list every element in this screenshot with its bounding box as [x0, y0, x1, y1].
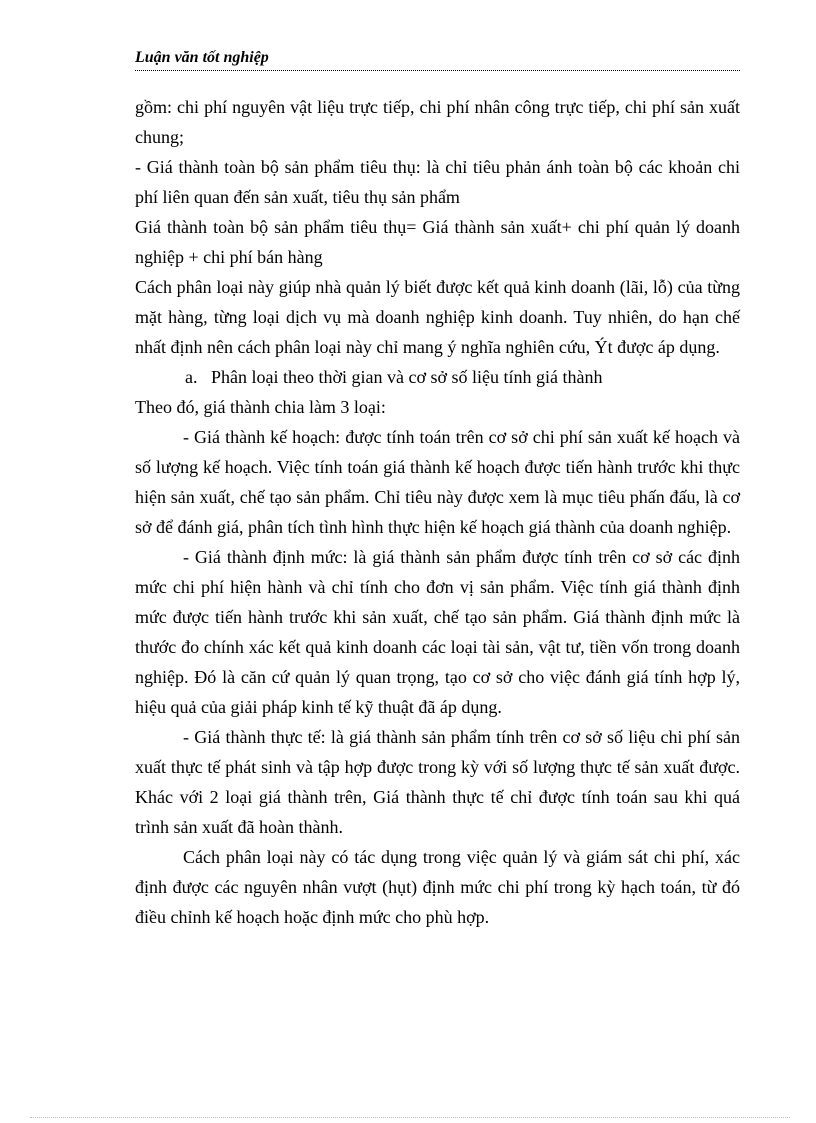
paragraph: Cách phân loại này giúp nhà quản lý biết được kết quả kinh doanh (lãi, lỗ) của từng mặt hàng, từng loại dịch vụ mà doanh nghiệp kinh doanh. Tuy nhiên, do hạn chế nhất định nên cách phân loại này chỉ mang ý nghĩa nghiên cứu, Ýt được áp dụng. — [135, 277, 740, 357]
document-body — [135, 92, 740, 932]
section-heading — [135, 362, 740, 392]
paragraph: - Giá thành thực tế: là giá thành sản phẩm tính trên cơ sở số liệu chi phí sản xuất thực tế phát sinh và tập hợp được trong kỳ với số lượng thực tế sản xuất được. Khác với 2 loại giá thành trên, Giá thành thực tế chỉ được tính toán sau khi quá trình sản xuất đã hoàn thành. — [135, 727, 740, 837]
page-bottom-divider — [30, 1117, 790, 1118]
paragraph: - Giá thành toàn bộ sản phẩm tiêu thụ: là chỉ tiêu phản ánh toàn bộ các khoản chi phí liên quan đến sản xuất, tiêu thụ sản phẩm — [135, 157, 740, 207]
paragraph: Cách phân loại này có tác dụng trong việc quản lý và giám sát chi phí, xác định được các nguyên nhân vượt (hụt) định mức chi phí trong kỳ hạch toán, từ đó điều chỉnh kế hoạch hoặc định mức cho phù hợp. — [135, 847, 740, 927]
page-header — [135, 48, 740, 71]
paragraph: Theo đó, giá thành chia làm 3 loại: — [135, 397, 386, 417]
paragraph: - Giá thành kế hoạch: được tính toán trên cơ sở chi phí sản xuất kế hoạch và số lượng kế hoạch. Việc tính toán giá thành kế hoạch được tiến hành trước khi thực hiện sản xuất, chế tạo sản phẩm. Chỉ tiêu này được xem là mục tiêu phấn đấu, là cơ sở để đánh giá, phân tích tình hình thực hiện kế hoạch giá thành của doanh nghiệp. — [135, 427, 740, 537]
paragraph: gồm: chi phí nguyên vật liệu trực tiếp, chi phí nhân công trực tiếp, chi phí sản xuất chung; — [135, 97, 740, 147]
section-heading-marker: a. — [185, 367, 198, 387]
paragraph: - Giá thành định mức: là giá thành sản phẩm được tính trên cơ sở các định mức chi phí hiện hành và chỉ tính cho đơn vị sản phẩm. Việc tính giá thành định mức được tiến hành trước khi sản xuất, chế tạo sản phẩm. Giá thành định mức là thước đo chính xác kết quả kinh doanh các loại tài sản, vật tư, tiền vốn trong doanh nghiệp. Đó là căn cứ quản lý quan trọng, tạo cơ sở cho việc đánh giá tính hợp lý, hiệu quả của giải pháp kinh tế kỹ thuật đã áp dụng. — [135, 547, 740, 717]
header-title: Luận văn tốt nghiệp — [135, 49, 269, 66]
paragraph: Giá thành toàn bộ sản phẩm tiêu thụ= Giá thành sản xuất+ chi phí quản lý doanh nghiệp + chi phí bán hàng — [135, 217, 740, 267]
section-heading-text: Phân loại theo thời gian và cơ sở số liệu tính giá thành — [211, 367, 603, 387]
